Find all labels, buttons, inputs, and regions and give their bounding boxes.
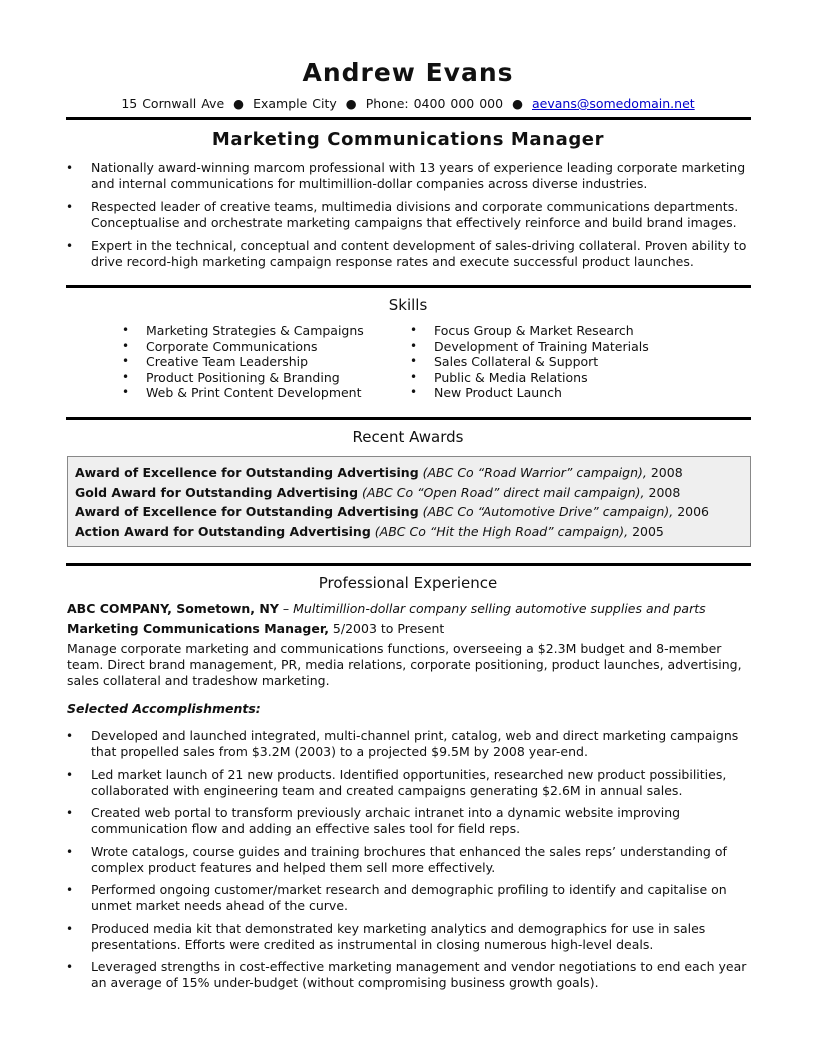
award-year: 2008 — [650, 465, 683, 480]
awards-heading: Recent Awards — [352, 428, 464, 446]
bullet-separator: ● — [233, 96, 245, 111]
skill-item: • Public & Media Relations — [410, 370, 690, 386]
award-item — [75, 463, 750, 483]
award-detail: (ABC Co “Hit the High Road” campaign), — [374, 523, 629, 539]
skills-heading: Skills — [388, 296, 428, 314]
candidate-name: Andrew Evans — [302, 58, 514, 87]
skill-item: • Marketing Strategies & Campaigns — [122, 323, 392, 339]
skill-item: • Creative Team Leadership — [122, 354, 392, 370]
bullet-separator: ● — [345, 96, 357, 111]
divider — [66, 117, 751, 120]
summary-item: • Expert in the technical, conceptual and content development of sales-driving collateral. Proven ability to drive record-high marketing campaign response rates and execute successful product launches. — [66, 238, 756, 270]
award-name: Action Award for Outstanding Advertising — [75, 523, 371, 539]
award-detail: (ABC Co “Automotive Drive” campaign), — [422, 504, 674, 519]
company-dash: – — [278, 601, 294, 616]
skills-list-right — [410, 323, 690, 401]
job-title: Marketing Communications Manager — [211, 129, 605, 150]
company-description: Multimillion-dollar company selling automotive supplies and parts — [293, 601, 706, 616]
skill-item: • Web & Print Content Development — [122, 385, 392, 401]
award-item — [75, 483, 750, 503]
award-detail: (ABC Co “Road Warrior” campaign), — [422, 465, 647, 480]
skill-item: • New Product Launch — [410, 385, 690, 401]
summary-item: • Respected leader of creative teams, multimedia divisions and corporate communications departments. Conceptualise and orchestrate marketing campaigns that effectively reinforce and build brand images. — [66, 199, 756, 231]
address: 15 Cornwall Ave — [121, 96, 225, 111]
accomplishment-item: • Produced media kit that demonstrated key marketing analytics and demographics for use in sales presentations. Efforts were credited as instrumental in closing numerous high-level deals. — [66, 921, 756, 953]
phone: Phone: 0400 000 000 — [365, 96, 504, 111]
email-link[interactable]: aevans@somedomain.net — [532, 96, 695, 111]
summary-item: • Nationally award-winning marcom professional with 13 years of experience leading corporate marketing and internal communications for multimillion-dollar companies across diverse industries. — [66, 160, 756, 192]
divider — [66, 285, 751, 288]
city: Example City — [253, 96, 337, 111]
contact-line — [0, 96, 816, 111]
accomplishment-item: • Performed ongoing customer/market research and demographic profiling to identify and capitalise on unmet market needs ahead of the curve. — [66, 882, 756, 914]
accomplishments-list — [66, 728, 756, 998]
skill-item: • Sales Collateral & Support — [410, 354, 690, 370]
award-year: 2008 — [648, 484, 681, 500]
skills-list-left — [122, 323, 392, 401]
award-detail: (ABC Co “Open Road” direct mail campaign), — [362, 484, 645, 500]
accomplishment-item: • Created web portal to transform previously archaic intranet into a dynamic website improving communication flow and adding an effective sales tool for field reps. — [66, 805, 756, 837]
accomplishment-item: • Led market launch of 21 new products. Identified opportunities, researched new product possibilities, collaborated with engineering team and created campaigns generating $2.6M in annual sales. — [66, 767, 756, 799]
award-item — [75, 502, 750, 522]
divider — [66, 563, 751, 566]
skill-item: • Focus Group & Market Research — [410, 323, 690, 339]
award-item — [75, 522, 750, 542]
award-name: Gold Award for Outstanding Advertising — [75, 484, 359, 500]
role-description: Manage corporate marketing and communications functions, overseeing a $2.3M budget and 8-member team. Direct brand management, PR, media relations, corporate positioning, product launches, advertising, sales collateral and tradeshow marketing. — [67, 641, 742, 688]
skill-item: • Product Positioning & Branding — [122, 370, 392, 386]
accomplishment-item: • Wrote catalogs, course guides and training brochures that enhanced the sales reps’ understanding of complex product features and helped them sell more effectively. — [66, 844, 756, 876]
bullet-separator: ● — [512, 96, 523, 111]
award-name: Award of Excellence for Outstanding Advertising — [75, 465, 419, 480]
summary-list — [66, 160, 756, 277]
company-line — [67, 601, 706, 616]
award-name: Award of Excellence for Outstanding Advertising — [75, 504, 419, 519]
award-year: 2005 — [632, 523, 664, 539]
skill-item: • Development of Training Materials — [410, 339, 690, 355]
accomplishment-item: • Developed and launched integrated, multi-channel print, catalog, web and direct marketing campaigns that propelled sales from $3.2M (2003) to a projected $9.5M by 2008 year-end. — [66, 728, 756, 760]
award-year: 2006 — [677, 504, 710, 519]
skill-item: • Corporate Communications — [122, 339, 392, 355]
role-title: Marketing Communications Manager, — [67, 621, 329, 636]
accomplishments-heading: Selected Accomplishments: — [67, 701, 261, 716]
divider — [66, 417, 751, 420]
experience-heading: Professional Experience — [318, 574, 498, 592]
role-dates: 5/2003 to Present — [328, 621, 445, 636]
role-line — [67, 621, 444, 636]
accomplishment-item: • Leveraged strengths in cost-effective marketing management and vendor negotiations to end each year an average of 15% under-budget (without compromising business growth goals). — [66, 959, 756, 991]
company-name: ABC COMPANY, Sometown, NY — [67, 601, 279, 616]
awards-box — [67, 456, 751, 547]
